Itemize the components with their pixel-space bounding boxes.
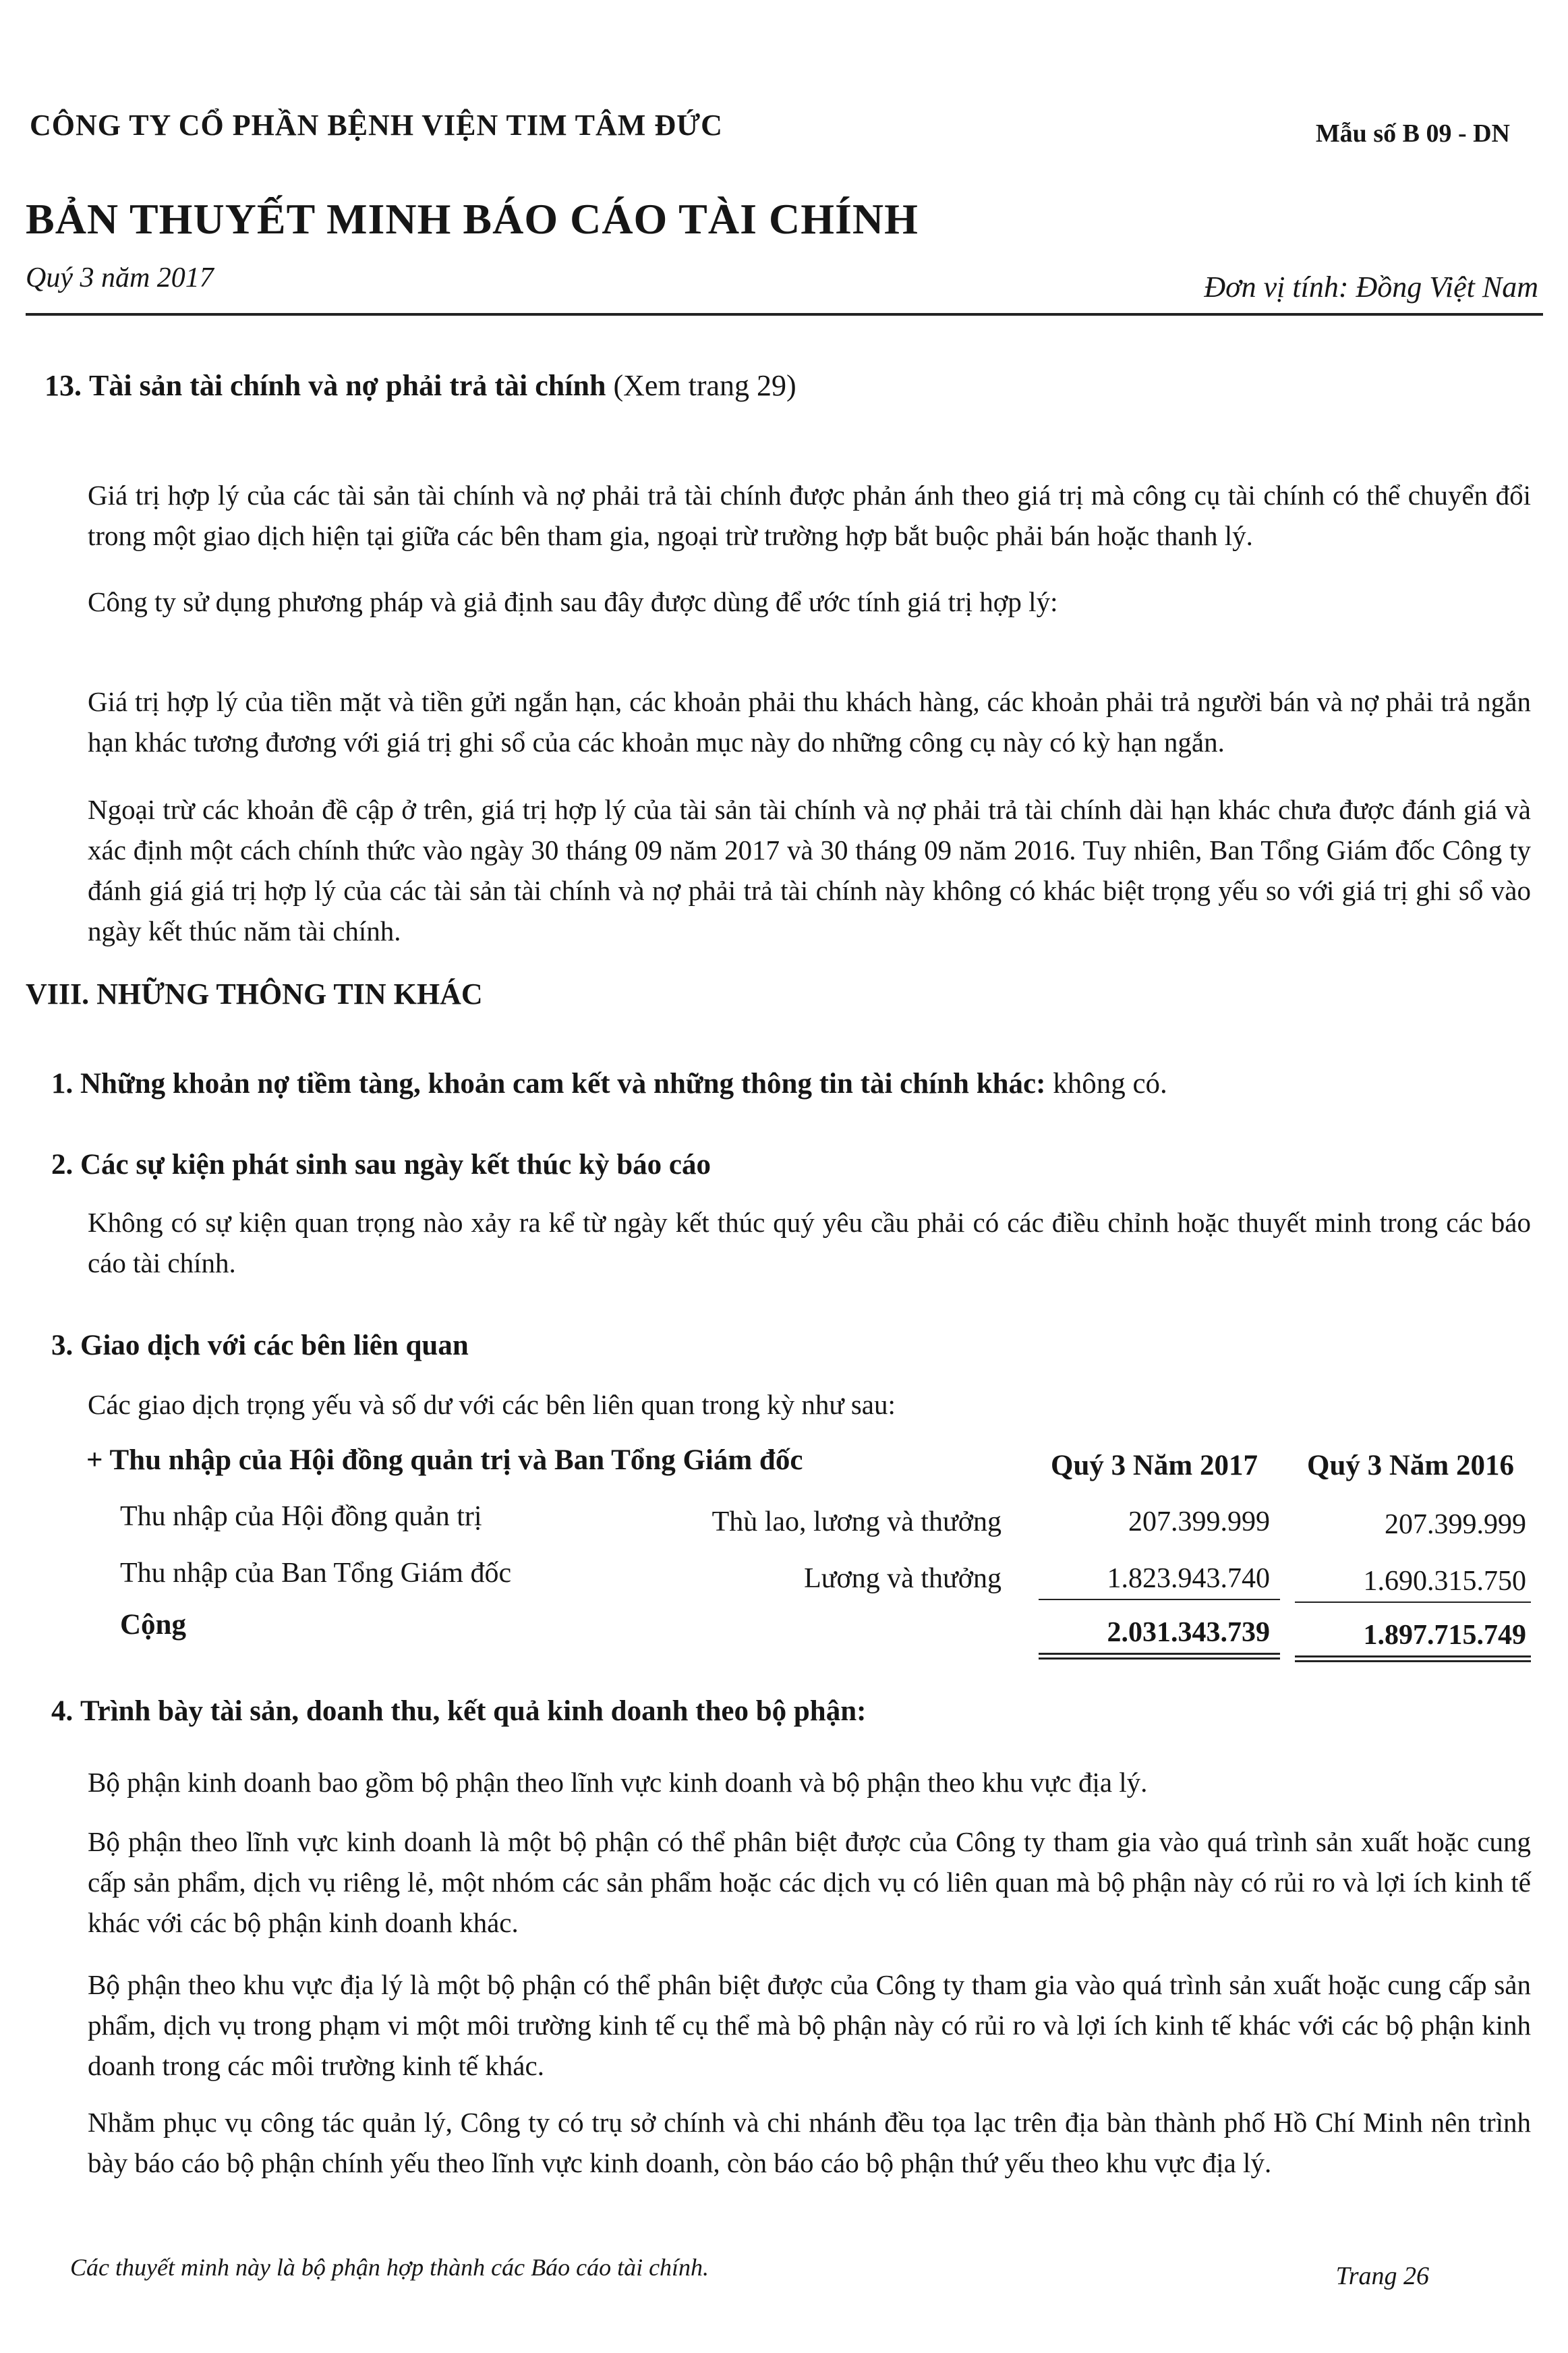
item-3-heading: Giao dịch với các bên liên quan (80, 1330, 469, 1361)
table-total-label: Cộng (120, 1609, 186, 1641)
table-row-1-name: Thu nhập của Hội đồng quản trị (120, 1501, 482, 1532)
table-row-2-2016: 1.690.315.750 (1363, 1566, 1526, 1597)
item-3-heading-row (51, 1329, 469, 1362)
table-row-2-type: Lương và thưởng (804, 1563, 1001, 1594)
item-4-paragraph-1: Bộ phận kinh doanh bao gồm bộ phận theo lĩnh vực kinh doanh và bộ phận theo khu vực địa lý. (88, 1767, 1148, 1798)
item-4-number: 4. (51, 1695, 74, 1727)
item-1-heading: Những khoản nợ tiềm tàng, khoản cam kết và những thông tin tài chính khác: (80, 1068, 1046, 1100)
table-total-2016: 1.897.715.749 (1363, 1620, 1526, 1651)
table-col-2017: Quý 3 Năm 2017 (1051, 1450, 1258, 1481)
note-13-ref: (Xem trang 29) (613, 369, 796, 402)
total-double-rule-2017 (1039, 1653, 1280, 1660)
subtotal-rule-2016 (1295, 1601, 1531, 1603)
table-col-2016: Quý 3 Năm 2016 (1307, 1450, 1514, 1481)
item-4-heading: Trình bày tài sản, doanh thu, kết quả kinh doanh theo bộ phận: (80, 1695, 867, 1727)
footer-note: Các thuyết minh này là bộ phận hợp thành các Báo cáo tài chính. (70, 2254, 709, 2281)
item-4-paragraph-2: Bộ phận theo lĩnh vực kinh doanh là một bộ phận có thể phân biệt được của Công ty tham gia vào quá trình sản xuất hoặc cung cấp sản phẩm, dịch vụ riêng lẻ, một nhóm các sản phẩm hoặc các dịch vụ có liên quan mà bộ phận này có rủi ro và lợi ích kinh tế khác với các bộ phận kinh doanh khác. (88, 1826, 1531, 1938)
table-total-2017: 2.031.343.739 (1107, 1617, 1270, 1648)
item-1 (51, 1067, 1167, 1100)
table-row-1-type: Thù lao, lương và thưởng (712, 1506, 1001, 1537)
item-3-intro: Các giao dịch trọng yếu và số dư với các bên liên quan trong kỳ như sau: (88, 1389, 896, 1420)
total-double-rule-2016 (1295, 1655, 1531, 1662)
note-13-paragraph-2: Công ty sử dụng phương pháp và giả định sau đây được dùng để ước tính giá trị hợp lý: (88, 586, 1058, 617)
table-row-1-2017: 207.399.999 (1128, 1506, 1270, 1537)
note-13-paragraph-3: Giá trị hợp lý của tiền mặt và tiền gửi ngắn hạn, các khoản phải thu khách hàng, các khoản phải trả người bán và nợ phải trả ngắn hạn khác tương đương với giá trị ghi sổ của các khoản mục này do những công cụ này có kỳ hạn ngắn. (88, 686, 1531, 758)
note-13-number: 13. (45, 369, 82, 402)
form-number: Mẫu số B 09 - DN (1315, 119, 1510, 148)
table-row-1-2016: 207.399.999 (1385, 1509, 1526, 1540)
item-4-paragraph-3: Bộ phận theo khu vực địa lý là một bộ phận có thể phân biệt được của Công ty tham gia vào quá trình sản xuất hoặc cung cấp sản phẩm, dịch vụ trong phạm vi một môi trường kinh tế cụ thể mà bộ phận này có rủi ro và lợi ích kinh tế khác với các bộ phận kinh doanh trong các môi trường kinh tế khác. (88, 1969, 1531, 2081)
item-2-text: Không có sự kiện quan trọng nào xảy ra kể từ ngày kết thúc quý yêu cầu phải có các điều chỉnh hoặc thuyết minh trong các báo cáo tài chính. (88, 1207, 1531, 1278)
note-13-title: Tài sản tài chính và nợ phải trả tài chính (89, 369, 606, 402)
item-2-heading-row (51, 1148, 711, 1181)
item-2-heading: Các sự kiện phát sinh sau ngày kết thúc kỳ báo cáo (80, 1149, 711, 1181)
note-13-paragraph-1: Giá trị hợp lý của các tài sản tài chính và nợ phải trả tài chính được phản ánh theo giá trị mà công cụ tài chính có thể chuyển đổi trong một giao dịch hiện tại giữa các bên tham gia, ngoại trừ trường hợp bắt buộc phải bán hoặc thanh lý. (88, 480, 1531, 551)
subtotal-rule-2017 (1039, 1599, 1280, 1600)
table-row-2-name: Thu nhập của Ban Tổng Giám đốc (120, 1558, 512, 1589)
company-name: CÔNG TY CỔ PHẦN BỆNH VIỆN TIM TÂM ĐỨC (30, 109, 723, 142)
note-13-paragraph-4: Ngoại trừ các khoản đề cập ở trên, giá trị hợp lý của tài sản tài chính và nợ phải trả tài chính dài hạn khác chưa được đánh giá và xác định một cách chính thức vào ngày 30 tháng 09 năm 2017 và 30 tháng 09 năm 2016. Tuy nhiên, Ban Tổng Giám đốc Công ty đánh giá giá trị hợp lý của các tài sản tài chính và nợ phải trả tài chính này không có khác biệt trọng yếu so với giá trị ghi sổ vào ngày kết thúc năm tài chính. (88, 794, 1531, 946)
currency-unit: Đơn vị tính: Đồng Việt Nam (1204, 271, 1538, 304)
note-13-heading (45, 368, 796, 403)
table-row-2-2017: 1.823.943.740 (1107, 1563, 1270, 1594)
page-number: Trang 26 (1335, 2262, 1429, 2290)
section-8-title: VIII. NHỮNG THÔNG TIN KHÁC (26, 977, 483, 1011)
table-group-label: + Thu nhập của Hội đồng quản trị và Ban Tổng Giám đốc (86, 1444, 803, 1476)
report-period: Quý 3 năm 2017 (26, 262, 214, 293)
header-rule (26, 313, 1543, 316)
item-3-number: 3. (51, 1330, 74, 1361)
item-1-number: 1. (51, 1068, 74, 1100)
document-title: BẢN THUYẾT MINH BÁO CÁO TÀI CHÍNH (26, 195, 919, 243)
item-4-paragraph-4: Nhằm phục vụ công tác quản lý, Công ty có trụ sở chính và chi nhánh đều tọa lạc trên địa bàn thành phố Hồ Chí Minh nên trình bày báo cáo bộ phận chính yếu theo lĩnh vực kinh doanh, còn báo cáo bộ phận thứ yếu theo khu vực địa lý. (88, 2107, 1531, 2178)
item-4-heading-row (51, 1695, 866, 1728)
item-2-number: 2. (51, 1149, 74, 1181)
item-1-text: không có. (1053, 1068, 1167, 1100)
